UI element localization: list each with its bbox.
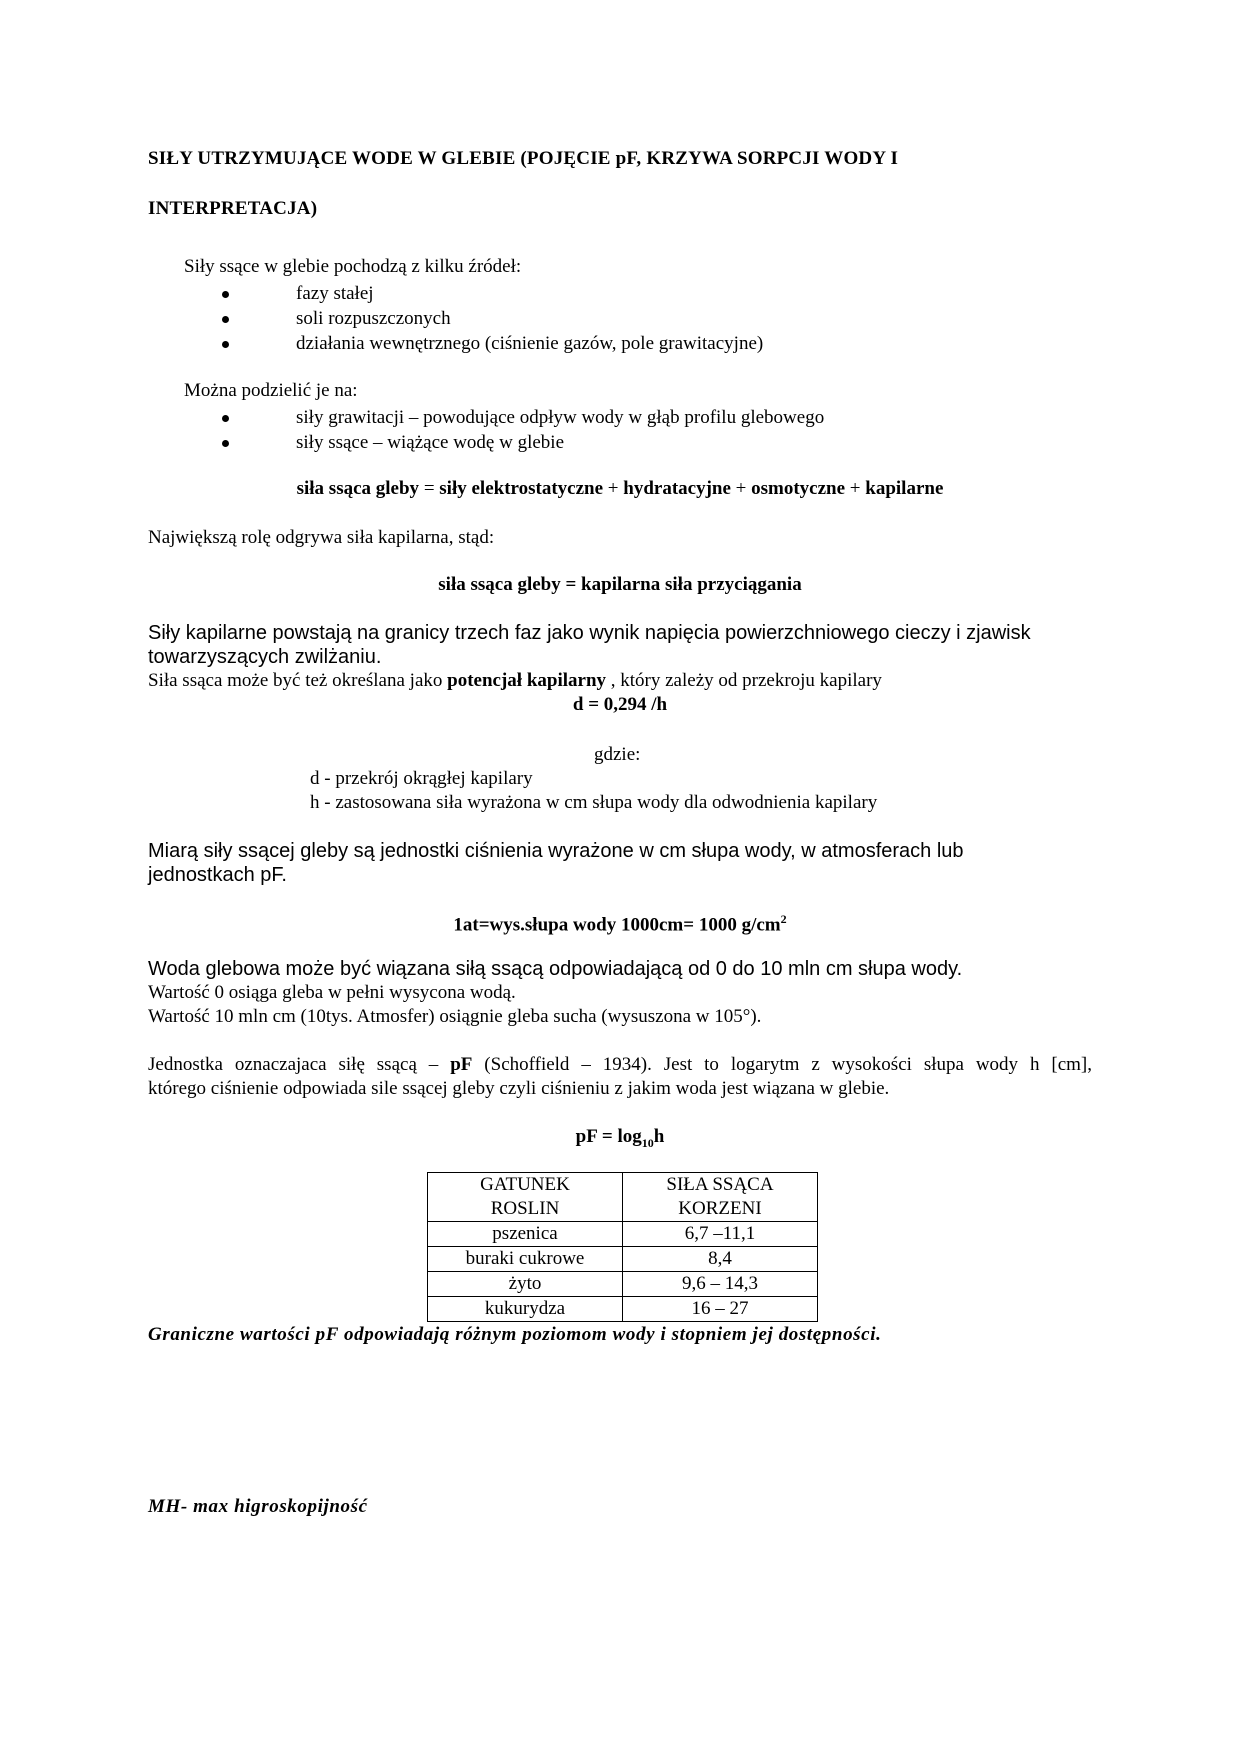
unit-term: pF: [450, 1054, 473, 1075]
list-item-text: siły grawitacji – powodujące odpływ wody w głąb profilu glebowego: [296, 407, 825, 428]
table-cell: 9,6 – 14,3: [623, 1272, 818, 1297]
bullet-icon: [222, 316, 229, 323]
potential-line: [148, 670, 882, 692]
formula-operator: +: [730, 478, 752, 499]
where-d: d - przekrój okrągłej kapilary: [310, 768, 533, 789]
unit-text: (Schoffield – 1934). Jest to logarytm z wysokości słupa wody h [cm],: [472, 1054, 1092, 1075]
bullet-icon: [222, 291, 229, 298]
division-list: [222, 405, 824, 455]
formula-pf: [0, 1126, 1240, 1151]
pf-note: Graniczne wartości pF odpowiadają różnym poziomom wody i stopniem jej dostępności.: [148, 1324, 882, 1345]
measure-line2: jednostkach pF.: [148, 864, 287, 886]
list-item: [222, 405, 824, 430]
unit-text: Jednostka oznaczajaca siłę ssącą –: [148, 1054, 451, 1075]
formula-exponent: 2: [780, 912, 787, 926]
capillary-intro: Największą rolę odgrywa siła kapilarna, stąd:: [148, 527, 495, 548]
value-zero-line: Wartość 0 osiąga gleba w pełni wysycona wodą.: [148, 982, 516, 1003]
list-item: [222, 281, 763, 306]
table-header-cell: [623, 1173, 818, 1222]
formula-suction-sum: [0, 478, 1240, 500]
formula-term: osmotyczne: [751, 478, 846, 499]
table-cell: 6,7 –11,1: [623, 1222, 818, 1247]
table-cell: buraki cukrowe: [428, 1247, 623, 1272]
mh-note: MH- max higroskopijność: [148, 1496, 368, 1517]
table-header-cell: [428, 1173, 623, 1222]
formula-term: siła ssąca gleby: [296, 478, 420, 499]
list-item-text: fazy stałej: [296, 283, 374, 304]
capillary-paragraph-line1: Siły kapilarne powstają na granicy trzech faz jako wynik napięcia powierzchniowego cieczy i zjawisk: [148, 622, 1031, 644]
document-title-line2: INTERPRETACJA): [148, 198, 318, 219]
formula-log-base: 10: [641, 1135, 654, 1150]
bullet-icon: [222, 341, 229, 348]
formula-pf-text: h: [653, 1126, 665, 1147]
formula-term: hydratacyjne: [623, 478, 731, 499]
where-label: gdzie:: [594, 744, 641, 765]
potential-text: , który zależy od przekroju kapilary: [606, 670, 882, 691]
header-text: SIŁA SSĄCA: [666, 1174, 774, 1195]
formula-atmosphere: [0, 912, 1240, 936]
sources-list: [222, 281, 763, 356]
formula-pf-text: pF = log: [575, 1126, 642, 1147]
list-item: [222, 306, 763, 331]
potential-term: potencjał kapilarny: [447, 670, 607, 691]
list-item-text: działania wewnętrznego (ciśnienie gazów, pole grawitacyjne): [296, 333, 764, 354]
formula-term: siły elektrostatyczne: [439, 478, 604, 499]
header-text: KORZENI: [678, 1198, 762, 1219]
capillary-paragraph-line2: towarzyszących zwilżaniu.: [148, 646, 382, 668]
list-item: [222, 430, 824, 455]
list-item-text: siły ssące – wiążące wodę w glebie: [296, 432, 565, 453]
list-item: [222, 331, 763, 356]
header-text: ROSLIN: [490, 1198, 560, 1219]
bound-range-line: Woda glebowa może być wiązana siłą ssącą odpowiadającą od 0 do 10 mln cm słupa wody.: [148, 958, 963, 980]
where-h: h - zastosowana siła wyrażona w cm słupa wody dla odwodnienia kapilary: [310, 792, 878, 813]
formula-operator: =: [419, 478, 440, 499]
plants-suction-table: [427, 1172, 818, 1322]
table-row: [428, 1297, 818, 1322]
measure-line1: Miarą siły ssącej gleby są jednostki ciśnienia wyrażone w cm słupa wody, w atmosferach lub: [148, 840, 964, 862]
table-row: [428, 1222, 818, 1247]
formula-operator: +: [845, 478, 866, 499]
sources-intro: Siły ssące w glebie pochodzą z kilku źródeł:: [184, 256, 522, 277]
table-row: [428, 1247, 818, 1272]
formula-term: kapilarne: [865, 478, 944, 499]
bullet-icon: [222, 415, 229, 422]
formula-capillary: siła ssąca gleby = kapilarna siła przyciągania: [438, 574, 802, 595]
table-cell: kukurydza: [428, 1297, 623, 1322]
potential-text: Siła ssąca może być też określana jako: [148, 670, 448, 691]
table-header-row: [428, 1173, 818, 1222]
formula-diameter: d = 0,294 /h: [572, 694, 668, 715]
header-text: GATUNEK: [480, 1174, 570, 1195]
list-item-text: soli rozpuszczonych: [296, 308, 451, 329]
table-cell: pszenica: [428, 1222, 623, 1247]
document-title-line1: SIŁY UTRZYMUJĄCE WODE W GLEBIE (POJĘCIE pF, KRZYWA SORPCJI WODY I: [148, 148, 899, 169]
table-cell: 8,4: [623, 1247, 818, 1272]
unit-paragraph-line1: [148, 1054, 1092, 1076]
unit-paragraph-line2: którego ciśnienie odpowiada sile ssącej gleby czyli ciśnieniu z jakim woda jest wiązana w glebie.: [148, 1078, 890, 1099]
table-cell: 16 – 27: [623, 1297, 818, 1322]
value-ten-line: Wartość 10 mln cm (10tys. Atmosfer) osiągnie gleba sucha (wysuszona w 105°).: [148, 1006, 762, 1027]
table-row: [428, 1272, 818, 1297]
division-intro: Można podzielić je na:: [184, 380, 358, 401]
formula-atmosphere-text: 1at=wys.słupa wody 1000cm= 1000 g/cm: [453, 914, 781, 936]
bullet-icon: [222, 440, 229, 447]
formula-operator: +: [603, 478, 624, 499]
table-cell: żyto: [428, 1272, 623, 1297]
